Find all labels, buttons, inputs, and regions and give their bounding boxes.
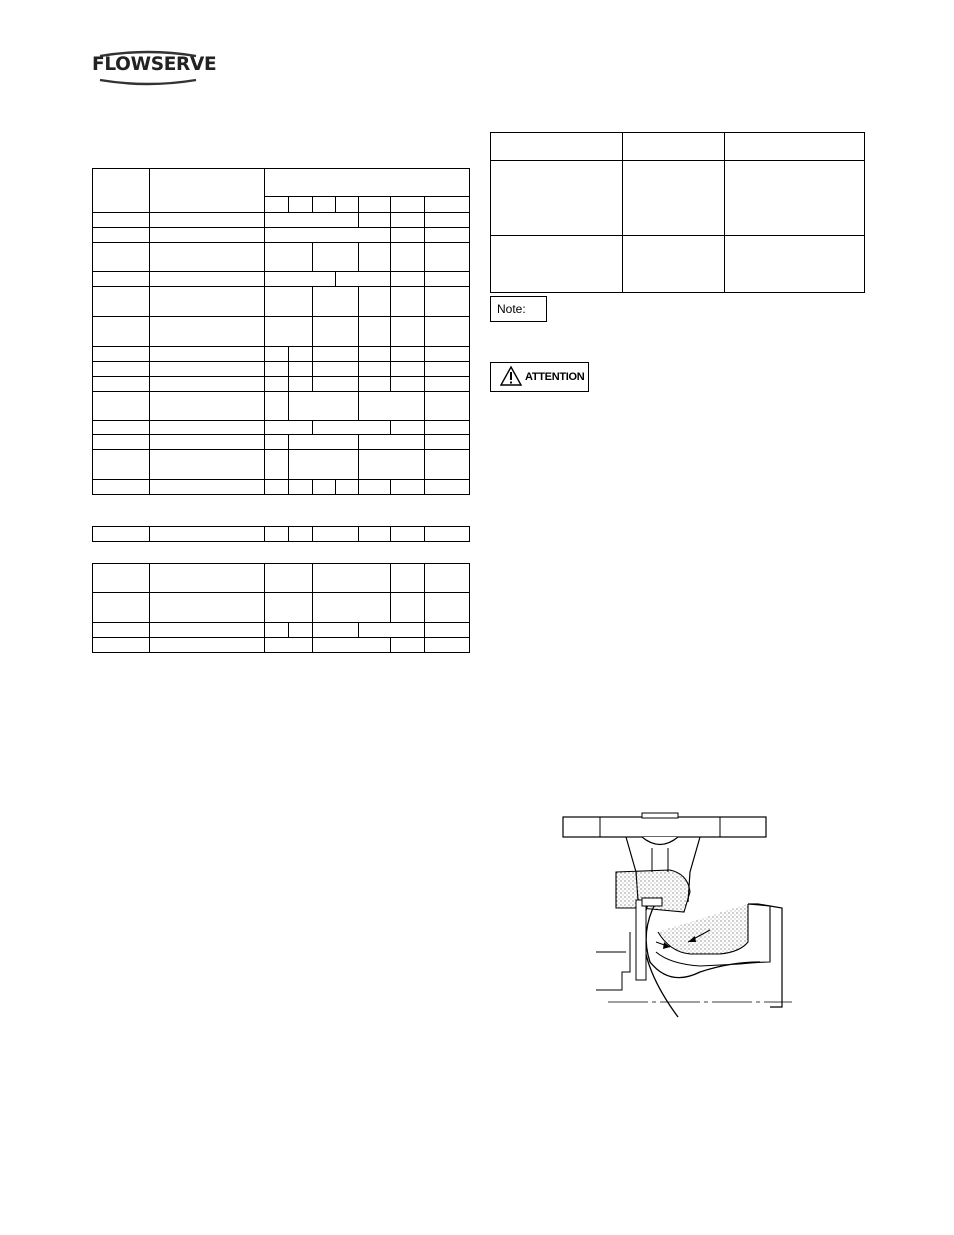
clearance-table-single-row [92,526,470,542]
clearance-table-main [92,168,470,495]
attention-box [490,362,589,392]
note-box [490,296,547,322]
attention-label: ATTENTION [525,371,585,383]
right-info-table [490,132,865,293]
flowserve-logo [92,50,217,90]
logo-text: FLOWSERVE [92,54,217,75]
note-label: Note: [497,302,526,316]
impeller-clearance-drawing [560,812,800,1032]
warning-triangle-icon [500,366,522,386]
clearance-table-lower [92,563,470,653]
